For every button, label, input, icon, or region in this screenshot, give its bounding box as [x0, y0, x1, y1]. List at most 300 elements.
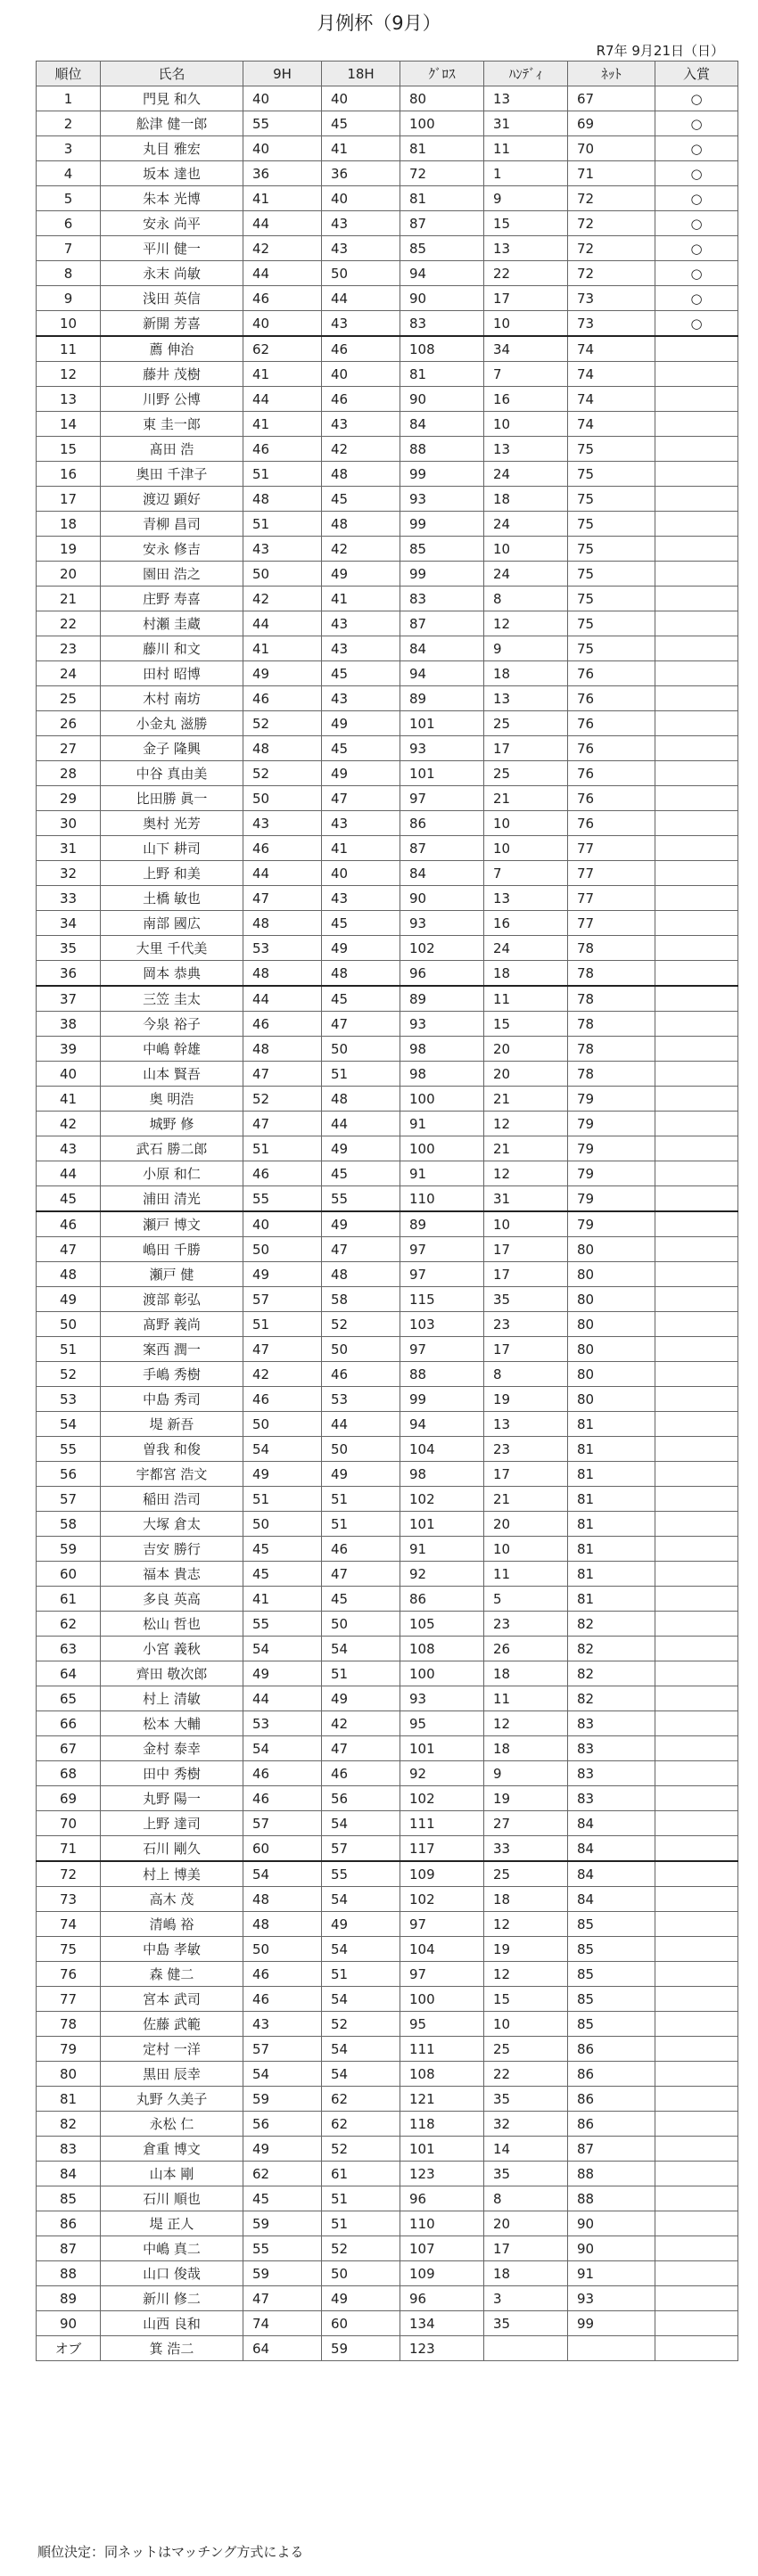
cell-9h: 51	[243, 1312, 322, 1337]
table-row	[37, 1887, 738, 1912]
cell-rank: 27	[37, 736, 101, 761]
cell-18h: 43	[322, 811, 400, 836]
cell-rank: 58	[37, 1512, 101, 1537]
table-row	[37, 1337, 738, 1362]
cell-handicap: 23	[484, 1437, 568, 1462]
cell-18h: 54	[322, 2037, 400, 2062]
cell-gross: 88	[400, 437, 484, 462]
cell-prize	[655, 587, 738, 611]
cell-18h: 50	[322, 1612, 400, 1637]
cell-18h: 45	[322, 986, 400, 1012]
cell-18h: 50	[322, 1037, 400, 1062]
cell-gross: 88	[400, 1362, 484, 1387]
table-row	[37, 1312, 738, 1337]
cell-rank: 55	[37, 1437, 101, 1462]
cell-gross: 97	[400, 1337, 484, 1362]
cell-name: 松山 哲也	[101, 1612, 243, 1637]
cell-name: 村上 博美	[101, 1861, 243, 1887]
cell-name: 奥田 千津子	[101, 462, 243, 487]
cell-handicap: 8	[484, 587, 568, 611]
cell-prize	[655, 437, 738, 462]
cell-prize: ○	[655, 136, 738, 161]
cell-prize: ○	[655, 161, 738, 186]
cell-9h: 57	[243, 1287, 322, 1312]
cell-rank: 85	[37, 2186, 101, 2211]
cell-handicap: 23	[484, 1312, 568, 1337]
cell-rank: 10	[37, 311, 101, 337]
cell-gross: 117	[400, 1836, 484, 1862]
cell-prize	[655, 1637, 738, 1661]
cell-net: 75	[568, 537, 655, 562]
cell-rank: 75	[37, 1937, 101, 1962]
cell-rank: 79	[37, 2037, 101, 2062]
cell-9h: 47	[243, 1112, 322, 1136]
cell-net: 80	[568, 1387, 655, 1412]
cell-18h: 54	[322, 1637, 400, 1661]
cell-gross: 98	[400, 1037, 484, 1062]
cell-name: 稲田 浩司	[101, 1487, 243, 1512]
cell-gross: 108	[400, 1637, 484, 1661]
cell-9h: 62	[243, 2162, 322, 2186]
cell-9h: 47	[243, 1062, 322, 1087]
cell-handicap: 8	[484, 1362, 568, 1387]
cell-rank: 34	[37, 911, 101, 936]
cell-name: 堤 正人	[101, 2211, 243, 2236]
cell-gross: 96	[400, 961, 484, 987]
cell-9h: 55	[243, 2236, 322, 2261]
cell-gross: 102	[400, 1786, 484, 1811]
cell-name: 大塚 倉太	[101, 1512, 243, 1537]
cell-9h: 48	[243, 1037, 322, 1062]
cell-name: 奥村 光芳	[101, 811, 243, 836]
table-row	[37, 86, 738, 111]
cell-net: 76	[568, 736, 655, 761]
cell-9h: 41	[243, 1587, 322, 1612]
cell-rank: 37	[37, 986, 101, 1012]
cell-handicap: 34	[484, 336, 568, 362]
cell-9h: 51	[243, 512, 322, 537]
cell-prize	[655, 1811, 738, 1836]
cell-name: 藤井 茂樹	[101, 362, 243, 387]
cell-name: 大里 千代美	[101, 936, 243, 961]
cell-gross: 110	[400, 2211, 484, 2236]
table-row	[37, 2087, 738, 2112]
cell-18h: 43	[322, 636, 400, 661]
cell-handicap: 26	[484, 1637, 568, 1661]
cell-handicap: 33	[484, 1836, 568, 1862]
cell-handicap: 20	[484, 2211, 568, 2236]
cell-rank: 81	[37, 2087, 101, 2112]
cell-18h: 45	[322, 487, 400, 512]
cell-18h: 45	[322, 1587, 400, 1612]
cell-handicap: 13	[484, 437, 568, 462]
cell-9h: 53	[243, 1711, 322, 1736]
cell-name: 小宮 義秋	[101, 1637, 243, 1661]
cell-name: 山西 良和	[101, 2311, 243, 2336]
cell-prize	[655, 1587, 738, 1612]
table-row	[37, 1412, 738, 1437]
cell-net: 71	[568, 161, 655, 186]
cell-net: 76	[568, 661, 655, 686]
cell-handicap: 18	[484, 1661, 568, 1686]
cell-prize	[655, 1661, 738, 1686]
table-row	[37, 487, 738, 512]
cell-rank: 25	[37, 686, 101, 711]
table-row	[37, 1362, 738, 1387]
cell-net: 82	[568, 1612, 655, 1637]
cell-18h: 48	[322, 512, 400, 537]
cell-prize	[655, 1912, 738, 1937]
cell-prize	[655, 2162, 738, 2186]
cell-prize	[655, 1287, 738, 1312]
cell-prize	[655, 1537, 738, 1562]
cell-9h: 46	[243, 1012, 322, 1037]
cell-name: 堤 新吾	[101, 1412, 243, 1437]
table-row	[37, 1012, 738, 1037]
cell-rank: 86	[37, 2211, 101, 2236]
cell-prize	[655, 1136, 738, 1161]
cell-handicap: 5	[484, 1587, 568, 1612]
cell-18h: 60	[322, 2311, 400, 2336]
cell-handicap: 17	[484, 1462, 568, 1487]
cell-handicap: 19	[484, 1786, 568, 1811]
cell-9h: 49	[243, 2137, 322, 2162]
cell-gross: 123	[400, 2336, 484, 2361]
cell-rank: 47	[37, 1237, 101, 1262]
cell-9h: 44	[243, 211, 322, 236]
cell-9h: 46	[243, 1987, 322, 2012]
cell-rank: 35	[37, 936, 101, 961]
cell-handicap: 7	[484, 362, 568, 387]
cell-prize	[655, 711, 738, 736]
cell-handicap: 12	[484, 1112, 568, 1136]
cell-gross: 87	[400, 836, 484, 861]
cell-18h: 55	[322, 1186, 400, 1212]
cell-prize	[655, 1262, 738, 1287]
cell-18h: 45	[322, 736, 400, 761]
cell-name: 小原 和仁	[101, 1161, 243, 1186]
cell-net: 85	[568, 1912, 655, 1937]
cell-net: 74	[568, 336, 655, 362]
cell-9h: 74	[243, 2311, 322, 2336]
cell-net: 78	[568, 961, 655, 987]
cell-name: 福本 貴志	[101, 1562, 243, 1587]
cell-18h: 51	[322, 1962, 400, 1987]
cell-prize	[655, 636, 738, 661]
cell-prize	[655, 412, 738, 437]
cell-name: 舩津 健一郎	[101, 111, 243, 136]
cell-rank: 66	[37, 1711, 101, 1736]
cell-handicap: 10	[484, 811, 568, 836]
cell-9h: 52	[243, 711, 322, 736]
cell-prize	[655, 1786, 738, 1811]
cell-name: 永松 仁	[101, 2112, 243, 2137]
cell-gross: 91	[400, 1161, 484, 1186]
table-row	[37, 911, 738, 936]
cell-rank: 12	[37, 362, 101, 387]
cell-net: 82	[568, 1661, 655, 1686]
cell-name: 曽我 和俊	[101, 1437, 243, 1462]
cell-gross: 109	[400, 1861, 484, 1887]
cell-name: 多良 英高	[101, 1587, 243, 1612]
cell-rank: 73	[37, 1887, 101, 1912]
cell-rank: 80	[37, 2062, 101, 2087]
cell-18h: 52	[322, 2137, 400, 2162]
cell-rank: 14	[37, 412, 101, 437]
table-row	[37, 1262, 738, 1287]
table-row	[37, 1062, 738, 1087]
cell-prize	[655, 2037, 738, 2062]
cell-9h: 46	[243, 836, 322, 861]
cell-prize	[655, 1937, 738, 1962]
cell-net: 78	[568, 1012, 655, 1037]
cell-handicap: 17	[484, 1262, 568, 1287]
cell-9h: 48	[243, 487, 322, 512]
cell-9h: 40	[243, 136, 322, 161]
cell-18h: 36	[322, 161, 400, 186]
cell-prize: ○	[655, 311, 738, 337]
table-row	[37, 1462, 738, 1487]
cell-18h: 48	[322, 961, 400, 987]
cell-gross: 84	[400, 412, 484, 437]
cell-rank: 38	[37, 1012, 101, 1037]
cell-gross: 99	[400, 462, 484, 487]
cell-18h: 45	[322, 1161, 400, 1186]
cell-prize	[655, 1312, 738, 1337]
table-row	[37, 2286, 738, 2311]
cell-18h: 40	[322, 861, 400, 886]
cell-handicap: 20	[484, 1062, 568, 1087]
cell-net: 77	[568, 911, 655, 936]
cell-name: 中島 孝敏	[101, 1937, 243, 1962]
cell-prize	[655, 1686, 738, 1711]
cell-prize	[655, 487, 738, 512]
cell-gross: 81	[400, 136, 484, 161]
cell-rank: 48	[37, 1262, 101, 1287]
cell-handicap: 11	[484, 986, 568, 1012]
cell-handicap: 20	[484, 1037, 568, 1062]
cell-9h: 59	[243, 2211, 322, 2236]
cell-prize	[655, 1337, 738, 1362]
cell-prize: ○	[655, 286, 738, 311]
table-row	[37, 1112, 738, 1136]
cell-18h: 54	[322, 1811, 400, 1836]
cell-prize	[655, 936, 738, 961]
cell-handicap: 10	[484, 537, 568, 562]
cell-net: 75	[568, 562, 655, 587]
cell-18h: 43	[322, 611, 400, 636]
cell-net: 73	[568, 286, 655, 311]
cell-9h: 47	[243, 886, 322, 911]
cell-net: 93	[568, 2286, 655, 2311]
cell-gross: 97	[400, 1912, 484, 1937]
cell-gross: 100	[400, 1987, 484, 2012]
cell-handicap: 17	[484, 2236, 568, 2261]
cell-prize	[655, 1462, 738, 1487]
cell-name: 南部 國広	[101, 911, 243, 936]
table-row	[37, 661, 738, 686]
cell-net: 72	[568, 236, 655, 261]
cell-name: 山口 俊哉	[101, 2261, 243, 2286]
cell-net: 79	[568, 1211, 655, 1237]
cell-handicap: 15	[484, 1987, 568, 2012]
cell-rank: 87	[37, 2236, 101, 2261]
cell-name: 薦 伸治	[101, 336, 243, 362]
cell-name: 山本 賢吾	[101, 1062, 243, 1087]
cell-name: 中嶋 幹雄	[101, 1037, 243, 1062]
cell-prize	[655, 362, 738, 387]
cell-name: 中嶋 真二	[101, 2236, 243, 2261]
cell-18h: 52	[322, 2236, 400, 2261]
cell-name: 案西 潤一	[101, 1337, 243, 1362]
cell-gross: 90	[400, 286, 484, 311]
table-row	[37, 2336, 738, 2361]
table-row	[37, 1512, 738, 1537]
cell-rank: オブ	[37, 2336, 101, 2361]
table-row	[37, 1962, 738, 1987]
table-row	[37, 986, 738, 1012]
cell-rank: 22	[37, 611, 101, 636]
cell-gross: 97	[400, 786, 484, 811]
cell-9h: 54	[243, 1437, 322, 1462]
cell-net: 88	[568, 2162, 655, 2186]
cell-prize	[655, 786, 738, 811]
cell-prize	[655, 961, 738, 987]
cell-9h: 40	[243, 1211, 322, 1237]
cell-net: 79	[568, 1161, 655, 1186]
cell-18h: 50	[322, 2261, 400, 2286]
table-row	[37, 587, 738, 611]
table-row	[37, 2236, 738, 2261]
cell-name: 清嶋 裕	[101, 1912, 243, 1937]
cell-name: 田村 昭博	[101, 661, 243, 686]
cell-net: 75	[568, 512, 655, 537]
cell-18h: 46	[322, 1537, 400, 1562]
cell-net: 80	[568, 1287, 655, 1312]
cell-handicap: 12	[484, 611, 568, 636]
cell-handicap: 27	[484, 1811, 568, 1836]
cell-9h: 52	[243, 1087, 322, 1112]
header-name: 氏名	[101, 62, 243, 86]
cell-net: 83	[568, 1786, 655, 1811]
cell-18h: 61	[322, 2162, 400, 2186]
page-title: 月例杯（9月）	[317, 12, 441, 34]
table-row	[37, 1987, 738, 2012]
cell-9h: 62	[243, 336, 322, 362]
cell-gross: 98	[400, 1062, 484, 1087]
cell-gross: 102	[400, 1487, 484, 1512]
cell-net: 69	[568, 111, 655, 136]
cell-net: 77	[568, 861, 655, 886]
cell-handicap: 21	[484, 1487, 568, 1512]
cell-9h: 42	[243, 236, 322, 261]
cell-gross: 91	[400, 1112, 484, 1136]
cell-9h: 47	[243, 1337, 322, 1362]
cell-18h: 49	[322, 1462, 400, 1487]
cell-rank: 4	[37, 161, 101, 186]
cell-9h: 44	[243, 1686, 322, 1711]
cell-net: 81	[568, 1562, 655, 1587]
cell-handicap: 9	[484, 636, 568, 661]
cell-18h: 54	[322, 1887, 400, 1912]
cell-net: 86	[568, 2062, 655, 2087]
cell-9h: 42	[243, 587, 322, 611]
cell-handicap: 12	[484, 1711, 568, 1736]
cell-18h: 48	[322, 1262, 400, 1287]
cell-9h: 44	[243, 861, 322, 886]
cell-9h: 46	[243, 1962, 322, 1987]
cell-9h: 42	[243, 1362, 322, 1387]
cell-name: 宇都宮 浩文	[101, 1462, 243, 1487]
cell-net: 81	[568, 1437, 655, 1462]
cell-name: 藤川 和文	[101, 636, 243, 661]
cell-rank: 28	[37, 761, 101, 786]
cell-handicap: 12	[484, 1962, 568, 1987]
cell-name: 嶋田 千勝	[101, 1237, 243, 1262]
cell-net: 75	[568, 462, 655, 487]
cell-9h: 51	[243, 1136, 322, 1161]
cell-9h: 57	[243, 1811, 322, 1836]
cell-handicap: 25	[484, 1861, 568, 1887]
cell-rank: 64	[37, 1661, 101, 1686]
table-row	[37, 261, 738, 286]
cell-9h: 54	[243, 2062, 322, 2087]
cell-18h: 49	[322, 1136, 400, 1161]
cell-name: 中島 秀司	[101, 1387, 243, 1412]
cell-rank: 36	[37, 961, 101, 987]
cell-handicap: 10	[484, 412, 568, 437]
cell-handicap: 25	[484, 2037, 568, 2062]
cell-18h: 45	[322, 661, 400, 686]
cell-net: 80	[568, 1312, 655, 1337]
cell-gross: 123	[400, 2162, 484, 2186]
cell-rank: 32	[37, 861, 101, 886]
cell-handicap: 3	[484, 2286, 568, 2311]
cell-name: 定村 一洋	[101, 2037, 243, 2062]
table-row	[37, 2112, 738, 2137]
table-row	[37, 1186, 738, 1212]
cell-net: 80	[568, 1362, 655, 1387]
cell-name: 丸野 久美子	[101, 2087, 243, 2112]
cell-handicap: 24	[484, 562, 568, 587]
footnote: 順位決定：同ネットはマッチング方式による	[37, 2544, 304, 2560]
table-row	[37, 836, 738, 861]
cell-handicap: 18	[484, 2261, 568, 2286]
cell-handicap: 17	[484, 286, 568, 311]
cell-net: 72	[568, 186, 655, 211]
cell-18h: 46	[322, 1761, 400, 1786]
cell-rank: 62	[37, 1612, 101, 1637]
table-row	[37, 686, 738, 711]
cell-prize	[655, 1412, 738, 1437]
cell-handicap: 13	[484, 86, 568, 111]
cell-gross: 121	[400, 2087, 484, 2112]
table-row	[37, 611, 738, 636]
table-row	[37, 537, 738, 562]
cell-18h: 52	[322, 1312, 400, 1337]
cell-gross: 134	[400, 2311, 484, 2336]
cell-9h: 44	[243, 611, 322, 636]
cell-prize	[655, 1087, 738, 1112]
cell-18h: 42	[322, 437, 400, 462]
cell-gross: 108	[400, 336, 484, 362]
table-row	[37, 1811, 738, 1836]
cell-18h: 46	[322, 1362, 400, 1387]
cell-18h: 62	[322, 2087, 400, 2112]
cell-handicap: 11	[484, 1562, 568, 1587]
cell-9h: 48	[243, 911, 322, 936]
cell-18h: 47	[322, 786, 400, 811]
